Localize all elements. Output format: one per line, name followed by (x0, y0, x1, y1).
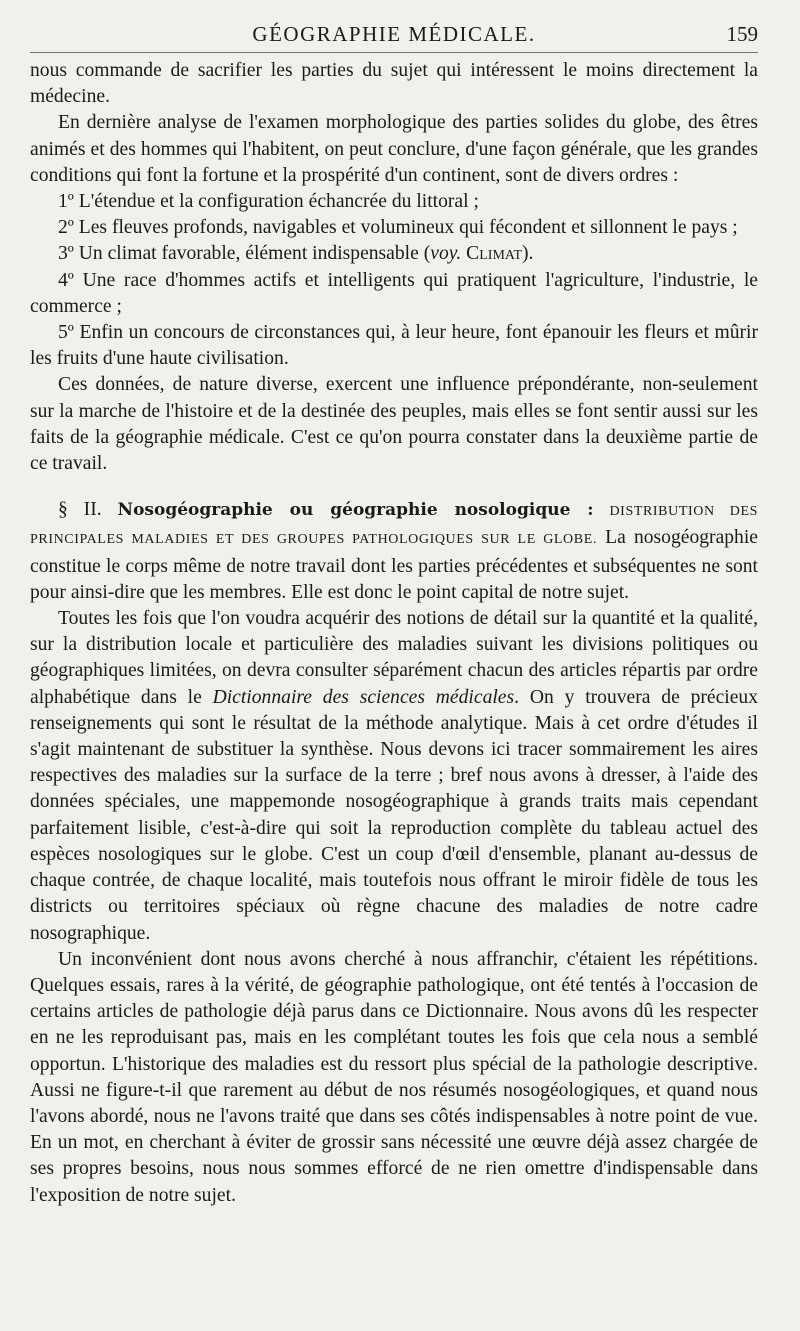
section-heading-paragraph (30, 497, 758, 606)
paragraph-donnees: Ces données, de nature diverse, exercent une influence prépondérante, non-seulement sur la marche de l'histoire et de la destinée des peuples, mais elles se font sentir aussi sur les faits de la géographie médicale. C'est ce qu'on pourra constater dans la deuxième partie de ce travail. (30, 374, 758, 475)
paragraph-conclusion: En dernière analyse de l'examen morphologique des parties solides du globe, des êtres animés et des hommes qui l'habitent, on peut conclure, d'une façon générale, que les grandes conditions qui font la fortune et la prospérité d'un continent, sont de divers ordres : (30, 112, 758, 186)
see-abbrev: voy. (430, 243, 462, 265)
list-item-1: 1º L'étendue et la configuration échancrée du littoral ; (58, 191, 479, 213)
section-title: Nosogéographie ou géographie nosologique : (117, 500, 594, 521)
body-text (30, 58, 758, 1209)
running-title: GÉOGRAPHIE MÉDICALE. (252, 22, 536, 46)
section-subtitle: DISTRIBUTION DES PRINCIPALES MALADIES ET DES GROUPES PATHOLOGIQUES SUR LE GLOBE. (30, 504, 758, 548)
list-item-3-text: 3º Un climat favorable, élément indispensable ( (58, 243, 431, 265)
list-item-5: 5º Enfin un concours de circonstances qui, à leur heure, font épanouir les fleurs et mûrir les fruits d'une haute civilisation. (30, 322, 758, 370)
cross-reference-climat: Climat (466, 243, 523, 265)
paragraph-toutes-les-fois-a: Toutes les fois que l'on voudra acquérir des notions de détail sur la quantité et la qualité, sur la distribution locale et particulière des maladies suivant les divisions politiques ou géographiques limitées, on devra consulter séparément chacun des articles répartis par ordre alphabétique dans le (30, 608, 758, 708)
paragraph-continued: nous commande de sacrifier les parties du sujet qui intéressent le moins directement la médecine. (30, 60, 758, 108)
page-header (30, 20, 758, 53)
paragraph-toutes-les-fois-b: . On y trouvera de précieux renseignements qui sont le résultat de la méthode analytique. Mais à cet ordre d'études il s'agit maintenant de substituer la synthèse. Nous devons ici tracer sommairement les aires respectives des maladies sur la surface de la terre ; bref nous avons à dresser, à l'aide des données spéciales, une mappemonde nosogéographique à grands traits mais cependant parfaitement lisible, c'est-à-dire qui soit la reproduction complète du tableau actuel des espèces nosologiques sur le globe. C'est un coup d'œil d'ensemble, planant au-dessus de chaque contrée, de chaque localité, mais toutefois nous offrant le miroir fidèle de tous les districts ou territoires spéciaux où règne chacune des maladies de notre cadre nosographique. (30, 686, 759, 944)
paragraph-inconvenient: Un inconvénient dont nous avons cherché à nous affranchir, c'étaient les répétitions. Quelques essais, rares à la vérité, de géographie pathologique, ont été tentés à l'occasion de certains articles de pathologie déjà parus dans ce Dictionnaire. Nous avons dû les respecter en ne les reproduisant pas, mais en les complétant toutes les fois que cela nous a semblé opportun. L'historique des maladies est du ressort plus spécial de la pathologie descriptive. Aussi ne figure-t-il que rarement au début de nos résumés nosogéologiques, et quand nous l'avons abordé, nous ne l'avons traité que dans ses côtés indispensables à notre point de vue. En un mot, en cherchant à éviter de grossir sans nécessité une œuvre déjà assez chargée de ses propres besoins, nous nous sommes efforcé de ne rien omettre d'indispensable dans l'exposition de notre sujet. (30, 948, 758, 1206)
page-number: 159 (726, 22, 758, 46)
section-mark: § II. (58, 499, 102, 521)
list-item-4: 4º Une race d'hommes actifs et intelligents qui pratiquent l'agriculture, l'industrie, le commerce ; (30, 269, 758, 317)
list-item-2: 2º Les fleuves profonds, navigables et volumineux qui fécondent et sillonnent le pays ; (58, 217, 738, 239)
section-text: La nosogéographie constitue le corps même de notre travail dont les parties précédentes et subséquentes ne sont pour ainsi-dire que les membres. Elle est donc le point capital de notre sujet. (30, 527, 758, 603)
list-item-3-end: ). (522, 243, 534, 265)
paragraph-toutes-les-fois (30, 606, 758, 947)
dictionary-title: Dictionnaire des sciences médicales (212, 686, 515, 708)
list-item-3 (30, 241, 758, 267)
